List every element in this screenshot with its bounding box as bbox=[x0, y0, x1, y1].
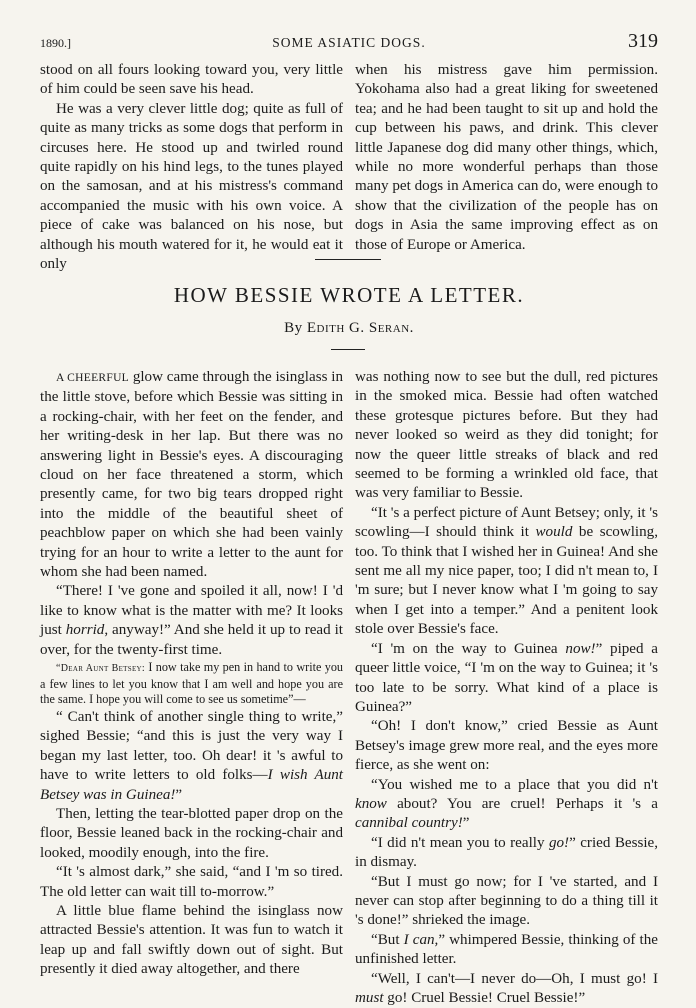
article-left-column bbox=[40, 368, 343, 980]
letter-body: I now take my pen in hand to write you a few lines to let you know that I am well and hope you are the same. I hope you will come to see us sometime”— bbox=[40, 660, 344, 707]
paragraph: “It 's almost dark,” she said, “and I 'm so tired. The old letter can wait till to-morrow.” bbox=[40, 864, 343, 900]
paragraph: “Oh! I don't know,” cried Bessie as Aunt Betsey's image grew more real, and the eyes more fierce, as she went on: bbox=[355, 718, 658, 774]
header-year: 1890.] bbox=[40, 36, 71, 50]
paragraph: “But I must go now; for I 've started, and I never can stop after beginning to do a thing till it 's done!” shrieked the image. bbox=[355, 873, 658, 929]
top-left-column bbox=[40, 61, 343, 274]
paragraph: “I 'm on the way to Guinea now!” piped a queer little voice, “I 'm on the way to Guinea; it 's too late to be sorry. What kind of a place is Guinea?” bbox=[355, 640, 658, 715]
paragraph: when his mistress gave him permission. Yokohama also had a great liking for sweetened tea; and he had been taught to sit up and hold the cup between his paws, and drink. This clever little Japanese dog did many other things, which, while no more wonderful perhaps than those many pet dogs in America can do, were enough to show that the civilization of the people has on dogs in Asia the same improving effect as on those of Europe or America. bbox=[355, 62, 658, 253]
paragraph: “It 's a perfect picture of Aunt Betsey; only, it 's scowling—I should think it would be scowling, too. To think that I wished her in Guinea! And she sent me all my nice paper, too; I did n't mean to, I 'm sure; but I never know what I 'm going to say when I get into a temper.” And a penitent look stole over Bessie's face. bbox=[355, 504, 658, 638]
byline-divider bbox=[331, 349, 365, 350]
paragraph: “You wished me to a place that you did n't know about? You are cruel! Perhaps it 's a cannibal country!” bbox=[355, 776, 658, 832]
byline-prefix: By bbox=[284, 320, 303, 336]
paragraph: was nothing now to see but the dull, red pictures in the smoked mica. Bessie had often watched these grotesque pictures before. But they had never looked so weird as they did tonight; for now the queer little streaks of black and red seemed to be forming a wrinkled old face, that was very familiar to Bessie. bbox=[355, 369, 658, 502]
lead-in: A CHEERFUL bbox=[56, 372, 129, 384]
paragraph: Then, letting the tear-blotted paper drop on the floor, Bessie leaned back in the rocking-chair and looked, moodily enough, into the fire. bbox=[40, 805, 343, 861]
paragraph: A little blue flame behind the isinglass now attracted Bessie's attention. It was fun to watch it leap up and fall swiftly down out of sight. But presently it died away altogether, and there bbox=[40, 902, 343, 978]
paragraph: “I did n't mean you to really go!” cried Bessie, in dismay. bbox=[355, 834, 658, 871]
byline bbox=[40, 320, 658, 337]
author-name: Edith G. Seran. bbox=[306, 320, 414, 336]
article-right-column bbox=[355, 368, 658, 1008]
quoted-letter bbox=[40, 660, 343, 708]
page-number: 319 bbox=[628, 30, 658, 52]
paragraph: “But I can,” whimpered Bessie, thinking of the unfinished letter. bbox=[355, 931, 658, 968]
paragraph: A CHEERFUL glow came through the isinglass in the little stove, before which Bessie was sitting in a rocking-chair, with her feet on the fender, and her writing-desk in her lap. But there was no answering light in Bessie's eyes. A discouraging cloud on her face threatened a storm, which presently came, for two big tears dropped right into the middle of the beautiful sheet of peachblow paper on which she had been vainly trying for an hour to write a letter to the aunt for whom she had been named. bbox=[40, 369, 343, 581]
paragraph: “ Can't think of another single thing to write,” sighed Bessie; “and this is just the very way I began my last letter, too. Oh dear! it 's awful to have to write letters to old folks—I wish Aunt Betsey was in Guinea!” bbox=[40, 708, 344, 803]
paragraph: “Well, I can't—I never do—Oh, I must go! I must go! Cruel Bessie! Cruel Bessie!” bbox=[355, 970, 658, 1006]
paragraph: He was a very clever little dog; quite as full of quite as many tricks as some dogs that perform in circuses here. He stood up and twirled round quite rapidly on his hind legs, to the tunes played on the samosan, and at his mistress's command accompanied the music with his own voice. A piece of cake was balanced on his nose, but although his mouth watered for it, he would eat it only bbox=[40, 100, 343, 273]
top-right-column bbox=[355, 61, 658, 255]
paragraph: stood on all fours looking toward you, very little of him could be seen save his head. bbox=[40, 62, 343, 98]
running-title: SOME ASIATIC DOGS. bbox=[272, 35, 426, 50]
letter-salutation: “Dear Aunt Betsey: bbox=[56, 663, 145, 675]
section-divider bbox=[315, 259, 381, 260]
paragraph: “There! I 've gone and spoiled it all, now! I 'd like to know what is the matter with me? It looks just horrid, anyway!” And she held it up to read it over, for the twenty-first time. bbox=[40, 583, 343, 658]
article-title: HOW BESSIE WROTE A LETTER. bbox=[173, 283, 525, 307]
running-header bbox=[40, 30, 658, 54]
